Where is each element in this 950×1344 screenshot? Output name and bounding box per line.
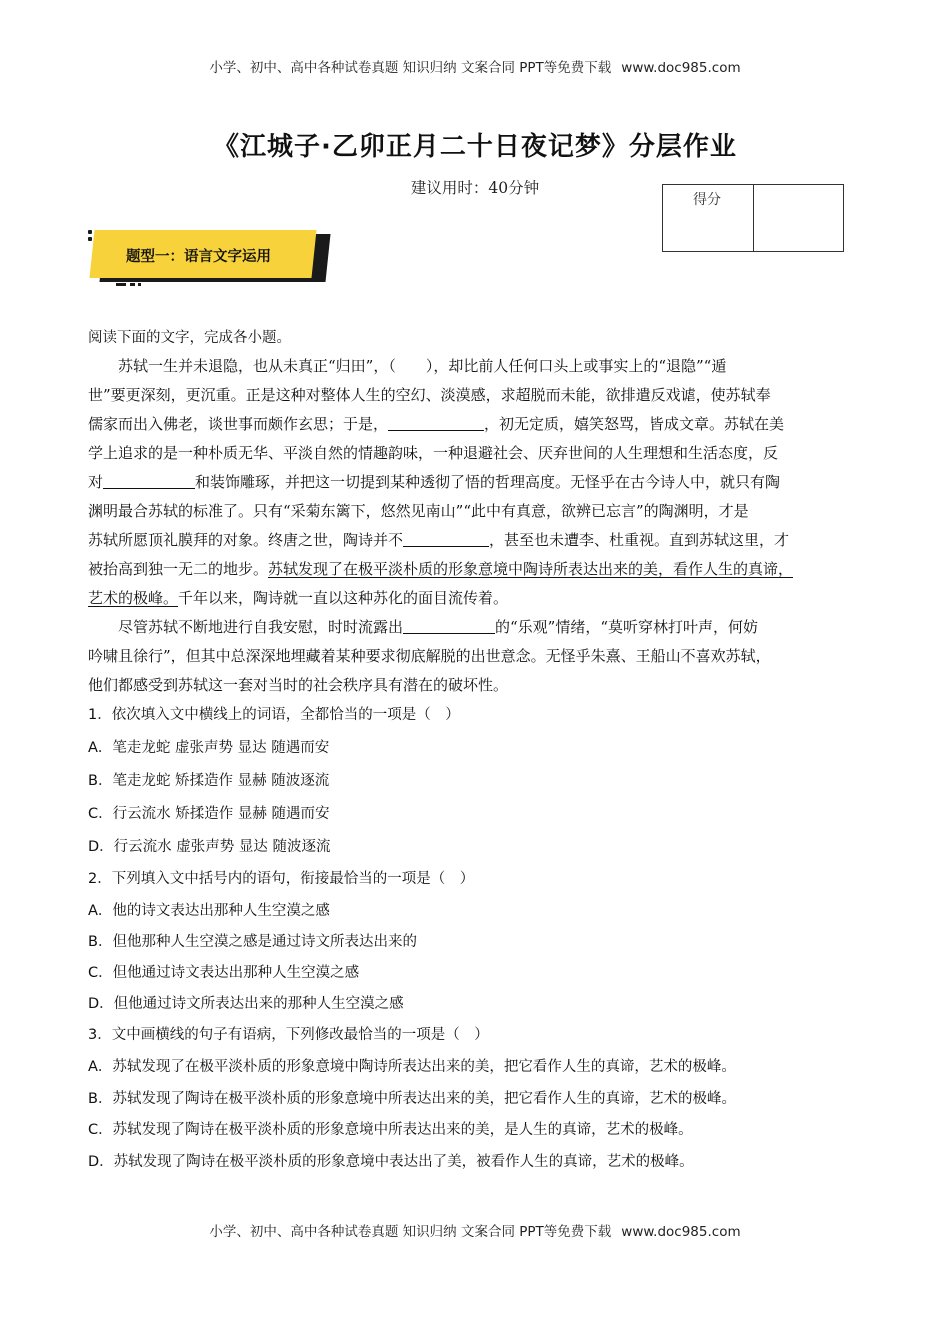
badge-decoration xyxy=(130,283,135,286)
passage-line xyxy=(88,413,784,434)
passage-text: 对 xyxy=(88,473,104,491)
passage-text: ，甚至也未遭李、杜重视。直到苏轼这里，才 xyxy=(489,531,790,549)
passage-line: 渊明最合苏轼的标准了。只有“采菊东篱下，悠然见南山”“此中有真意，欲辨已忘言”的陶渊明，才是 xyxy=(88,502,749,520)
passage-text: 苏轼所愿顶礼膜拜的对象。终唐之世，陶诗并不 xyxy=(88,531,404,549)
document-title: 《江城子·乙卯正月二十日夜记梦》分层作业 xyxy=(213,132,737,162)
section-badge xyxy=(88,228,332,288)
question-1-option-a[interactable]: A．笔走龙蛇 虚张声势 显达 随遇而安 xyxy=(88,740,330,756)
fill-blank-4[interactable] xyxy=(403,618,495,634)
passage-text: 苏轼一生并未退隐，也从未真正“归田”，（ ），却比前人任何口头上或事实上的“退隐”“遁 xyxy=(118,357,727,375)
passage-text: ，初无定质，嬉笑怒骂，皆成文章。苏轼在美 xyxy=(484,415,785,433)
question-3-option-d[interactable]: D．苏轼发现了陶诗在极平淡朴质的形象意境中表达出了美，被看作人生的真谛，艺术的极峰。 xyxy=(88,1154,694,1170)
passage-line xyxy=(88,558,793,579)
score-label-cell xyxy=(663,185,753,251)
passage-text: 儒家而出入佛老，谈世事而颇作玄思；于是， xyxy=(88,415,389,433)
footer-banner xyxy=(0,1220,950,1240)
question-2-option-b[interactable]: B．但他那种人生空漠之感是通过诗文所表达出来的 xyxy=(88,934,417,950)
passage-line xyxy=(88,529,789,550)
passage-line xyxy=(118,616,758,637)
question-1-option-b[interactable]: B．笔走龙蛇 矫揉造作 显赫 随波逐流 xyxy=(88,773,330,789)
header-banner xyxy=(0,56,950,76)
passage-text: 千年以来，陶诗就一直以这种苏化的面目流传着。 xyxy=(178,589,509,607)
question-3-option-a[interactable]: A．苏轼发现了在极平淡朴质的形象意境中陶诗所表达出来的美，把它看作人生的真谛，艺术的极峰。 xyxy=(88,1059,736,1075)
underlined-sentence: 艺术的极峰。 xyxy=(88,589,179,607)
passage-line: 世”要更深刻，更沉重。正是这种对整体人生的空幻、淡漠感，求超脱而未能，欲排遣反戏谑，使苏轼奉 xyxy=(88,386,771,404)
score-box xyxy=(662,184,844,252)
suggested-time: 建议用时：40分钟 xyxy=(410,179,540,197)
passage-line: 学上追求的是一种朴质无华、平淡自然的情趣韵味，一种退避社会、厌弃世间的人生理想和生活态度，反 xyxy=(88,444,779,462)
question-2-option-c[interactable]: C．但他通过诗文表达出那种人生空漠之感 xyxy=(88,965,360,981)
question-3-option-c[interactable]: C．苏轼发现了陶诗在极平淡朴质的形象意境中所表达出来的美，是人生的真谛，艺术的极峰。 xyxy=(88,1122,693,1138)
passage-line xyxy=(88,471,780,492)
banner-url[interactable]: www.doc985.com xyxy=(621,60,741,76)
reading-instruction: 阅读下面的文字，完成各小题。 xyxy=(88,330,291,346)
banner-url[interactable]: www.doc985.com xyxy=(621,1224,741,1240)
question-1-stem: 1．依次填入文中横线上的词语，全都恰当的一项是（ ） xyxy=(88,707,460,723)
passage-text: 被抬高到独一无二的地步。 xyxy=(88,560,269,578)
badge-decoration xyxy=(88,230,92,234)
badge-decoration xyxy=(138,283,141,286)
underlined-sentence: 苏轼发现了在极平淡朴质的形象意境中陶诗所表达出来的美，看作人生的真谛， xyxy=(268,560,794,578)
passage-text: 和装饰雕琢，并把这一切提到某种透彻了悟的哲理高度。无怪乎在古今诗人中，就只有陶 xyxy=(195,473,781,491)
passage-line: 他们都感受到苏轼这一套对当时的社会秩序具有潜在的破坏性。 xyxy=(88,676,509,694)
score-value-cell[interactable] xyxy=(753,185,844,251)
fill-blank-1[interactable] xyxy=(388,415,484,431)
question-3-stem: 3．文中画横线的句子有语病，下列修改最恰当的一项是（ ） xyxy=(88,1027,489,1043)
question-3-option-b[interactable]: B．苏轼发现了陶诗在极平淡朴质的形象意境中所表达出来的美，把它看作人生的真谛，艺术的极峰。 xyxy=(88,1091,736,1107)
question-1-option-d[interactable]: D．行云流水 虚张声势 显达 随波逐流 xyxy=(88,839,331,855)
passage-line: 吟啸且徐行”，但其中总深深地埋藏着某种要求彻底解脱的出世意念。无怪乎朱熹、王船山不喜欢苏轼， xyxy=(88,647,771,665)
badge-decoration xyxy=(116,283,126,286)
fill-blank-2[interactable] xyxy=(103,473,195,489)
question-2-stem: 2．下列填入文中括号内的语句，衔接最恰当的一项是（ ） xyxy=(88,871,475,887)
score-label: 得分 xyxy=(693,192,721,208)
passage-text: 的“乐观”情绪，“莫听穿林打叶声，何妨 xyxy=(495,618,759,636)
passage-line xyxy=(118,355,726,376)
banner-text: 小学、初中、高中各种试卷真题 知识归纳 文案合同 PPT等免费下载 xyxy=(209,1224,612,1240)
fill-blank-3[interactable] xyxy=(403,531,489,547)
section-label: 题型一：语言文字运用 xyxy=(126,249,271,265)
badge-decoration xyxy=(88,237,92,241)
banner-text: 小学、初中、高中各种试卷真题 知识归纳 文案合同 PPT等免费下载 xyxy=(209,60,612,76)
passage-text: 尽管苏轼不断地进行自我安慰，时时流露出 xyxy=(118,618,404,636)
passage-line xyxy=(88,587,508,608)
question-2-option-a[interactable]: A．他的诗文表达出那种人生空漠之感 xyxy=(88,903,330,919)
question-2-option-d[interactable]: D．但他通过诗文所表达出来的那种人生空漠之感 xyxy=(88,996,404,1012)
question-1-option-c[interactable]: C．行云流水 矫揉造作 显赫 随遇而安 xyxy=(88,806,330,822)
